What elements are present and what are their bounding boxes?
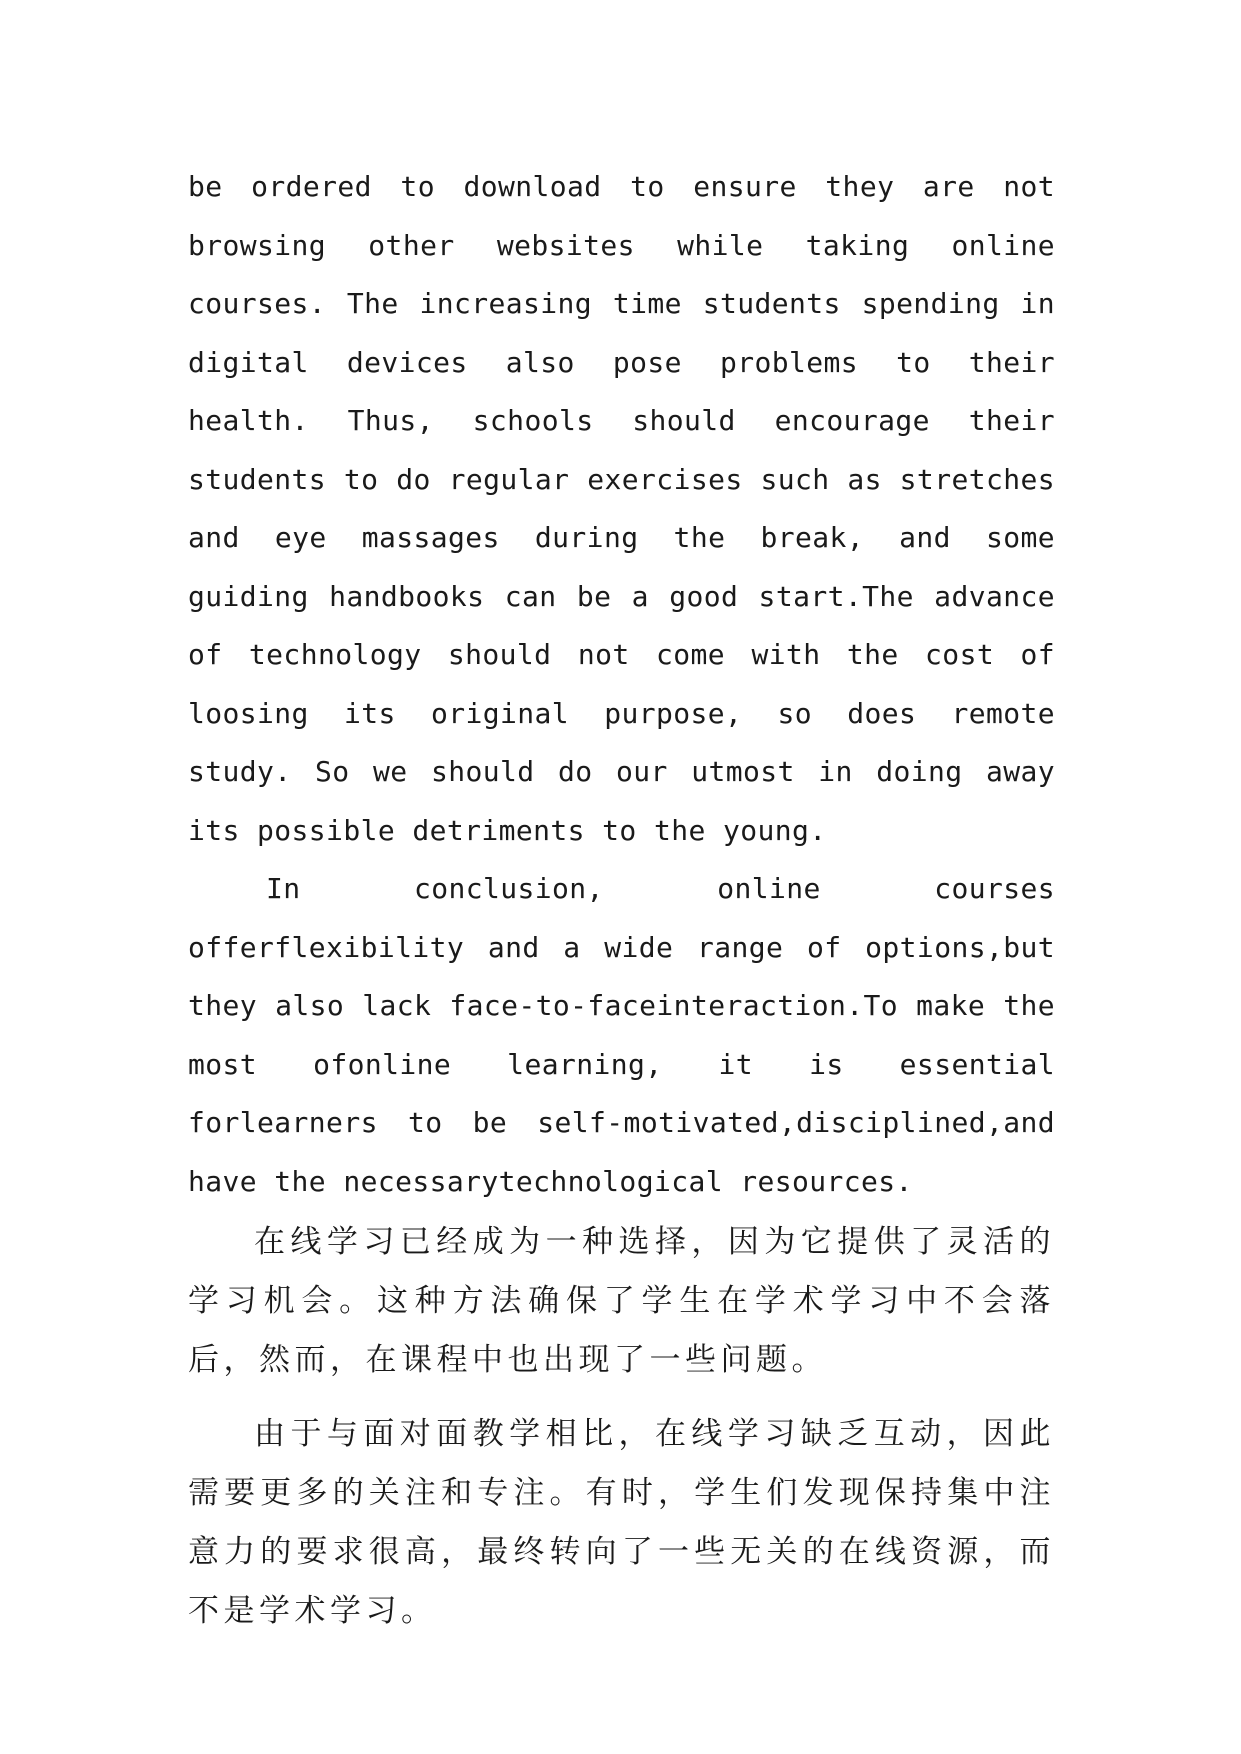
paragraph-chinese-online-learning: 在线学习已经成为一种选择，因为它提供了灵活的学习机会。这种方法确保了学生在学术学习中不会落后，然而，在课程中也出现了一些问题。 [188,1224,1055,1378]
paragraph-conclusion: In conclusion, online courses offerflexibility and a wide range of options,but they also lack face-to-faceinteraction.To make the most ofonline learning, it is essential forlearners to be self-motivated,disciplined,and have the necessarytechnological resources. [188,872,1055,1198]
paragraph-remote-study-health: be ordered to download to ensure they are not browsing other websites while taking online courses. The increasing time students spending in digital devices also pose problems to their health. Thus, schools should encourage their students to do regular exercises such as stretches and eye massages during the break, and some guiding handbooks can be a good start.The advance of technology should not come with the cost of loosing its original purpose, so does remote study. So we should do our utmost in doing away its possible detriments to the young. [188,170,1055,847]
paragraph-chinese-interaction: 由于与面对面教学相比，在线学习缺乏互动，因此需要更多的关注和专注。有时，学生们发现保持集中注意力的要求很高，最终转向了一些无关的在线资源，而不是学术学习。 [188,1416,1055,1629]
document-body [188,158,1055,1641]
